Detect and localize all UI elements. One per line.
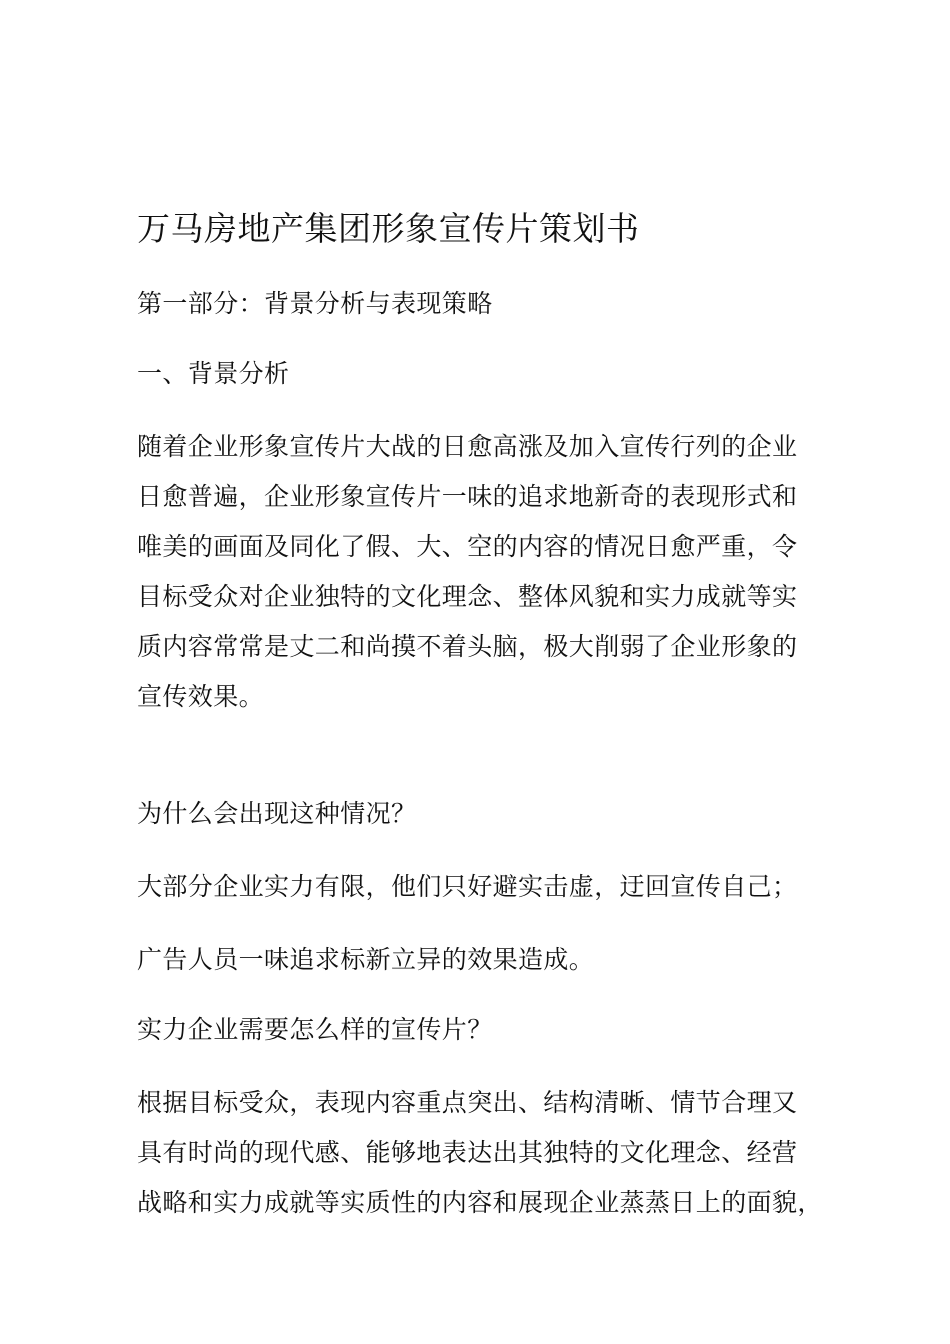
answer-reason-1: 大部分企业实力有限，他们只好避实击虚，迂回宣传自己； bbox=[137, 872, 798, 901]
paragraph-line: 唯美的画面及同化了假、大、空的内容的情况日愈严重，令 bbox=[137, 532, 798, 561]
paragraph-line: 日愈普遍，企业形象宣传片一味的追求地新奇的表现形式和 bbox=[137, 482, 798, 511]
question-what-kind: 实力企业需要怎么样的宣传片？ bbox=[137, 1015, 493, 1044]
part-heading: 第一部分：背景分析与表现策略 bbox=[137, 289, 493, 318]
question-why: 为什么会出现这种情况？ bbox=[137, 799, 417, 828]
paragraph-line: 具有时尚的现代感、能够地表达出其独特的文化理念、经营 bbox=[137, 1138, 798, 1167]
document-title: 万马房地产集团形象宣传片策划书 bbox=[137, 209, 640, 248]
paragraph-line: 战略和实力成就等实质性的内容和展现企业蒸蒸日上的面貌， bbox=[137, 1188, 823, 1217]
section-heading: 一、背景分析 bbox=[137, 359, 290, 388]
paragraph-line: 随着企业形象宣传片大战的日愈高涨及加入宣传行列的企业 bbox=[137, 432, 798, 461]
paragraph-line: 目标受众对企业独特的文化理念、整体风貌和实力成就等实 bbox=[137, 582, 798, 611]
answer-reason-2: 广告人员一味追求标新立异的效果造成。 bbox=[137, 945, 595, 974]
paragraph-line: 根据目标受众，表现内容重点突出、结构清晰、情节合理又 bbox=[137, 1088, 798, 1117]
paragraph-line: 宣传效果。 bbox=[137, 682, 265, 711]
paragraph-line: 质内容常常是丈二和尚摸不着头脑，极大削弱了企业形象的 bbox=[137, 632, 798, 661]
